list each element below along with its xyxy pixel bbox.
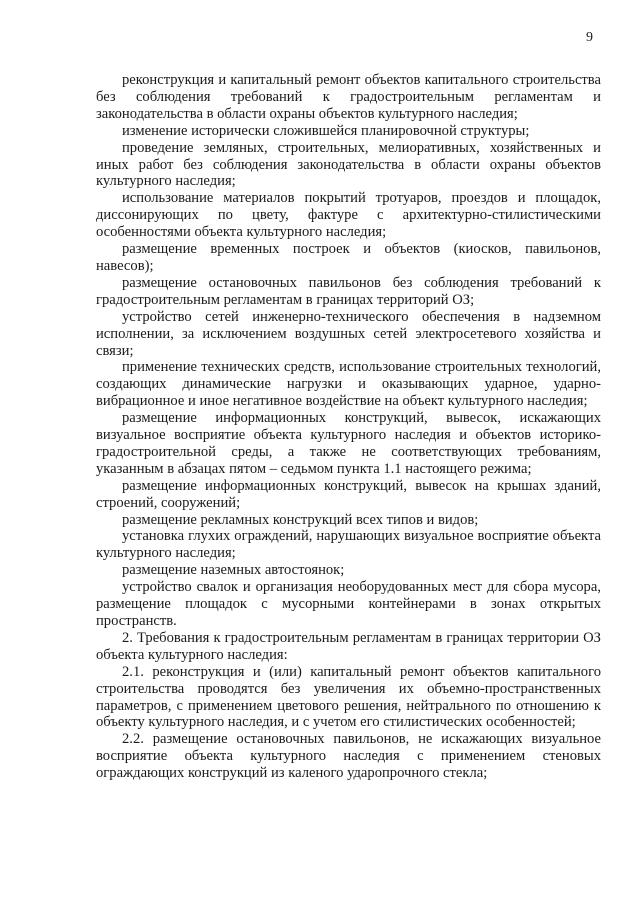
paragraph-parking: размещение наземных автостоянок; [122, 562, 345, 579]
paragraph-planning-structure: изменение исторически сложившейся планировочной структуры; [122, 122, 530, 139]
paragraph-utility-networks: устройство сетей инженерно-технического обеспечения в надземном исполнении, за исключением воздушных сетей электросетевого хозяйства и связи; [96, 308, 601, 359]
paragraph-temporary-buildings: размещение временных построек и объектов (киосков, павильонов, навесов); [96, 241, 601, 274]
paragraph-pavement-materials: использование материалов покрытий тротуаров, проездов и площадок, диссонирующих по цвету, фактуре с архитектурно-стилистическими особенностями объекта культурного наследия; [96, 190, 601, 241]
paragraph-waste: устройство свалок и организация необорудованных мест для сбора мусора, размещение площадок с мусорными контейнерами в зонах открытых пространств. [96, 579, 601, 629]
paragraph-reconstruction: реконструкция и капитальный ремонт объектов капитального строительства без соблюдения требований к градостроительным регламентам и законодательства в области охраны объектов культурного наследия; [96, 72, 601, 122]
paragraph-bus-stops: размещение остановочных павильонов без соблюдения требований к градостроительным регламентам в границах территорий ОЗ; [96, 274, 601, 308]
document-body [96, 72, 601, 782]
paragraph-technical-means: применение технических средств, использование строительных технологий, создающих динамические нагрузки и оказывающих ударное, ударно-вибрационное и иное негативное воздействие на объект культурного наследия; [96, 359, 601, 410]
paragraph-roof-signs: размещение информационных конструкций, вывесок на крышах зданий, строений, сооружений; [96, 477, 601, 511]
paragraph-fences: установка глухих ограждений, нарушающих визуальное восприятие объекта культурного наследия; [96, 528, 601, 562]
paragraph-information-structures: размещение информационных конструкций, вывесок, искажающих визуальное восприятие объекта культурного наследия и объектов историко-градостроительной среды, а также не соответствующих требованиям, указанным в абзацах пятом – седьмом пункта 1.1 настоящего режима; [96, 410, 601, 477]
paragraph-advertising: размещение рекламных конструкций всех типов и видов; [122, 511, 479, 528]
page-number: 9 [586, 30, 593, 45]
paragraph-section-2: 2. Требования к градостроительным регламентам в границах территории ОЗ объекта культурного наследия: [96, 629, 601, 663]
paragraph-section-2-1: 2.1. реконструкция и (или) капитальный ремонт объектов капитального строительства проводятся без увеличения их объемно-пространственных параметров, с применением цветового решения, нейтрального по отношению к объекту культурного наследия, и с учетом его стилистических особенностей; [96, 663, 601, 731]
paragraph-earthworks: проведение земляных, строительных, мелиоративных, хозяйственных и иных работ без соблюдения законодательства в области охраны объектов культурного наследия; [96, 139, 601, 190]
paragraph-section-2-2: 2.2. размещение остановочных павильонов, не искажающих визуальное восприятие объекта культурного наследия с применением стеновых ограждающих конструкций из каленого ударопрочного стекла; [96, 731, 601, 782]
